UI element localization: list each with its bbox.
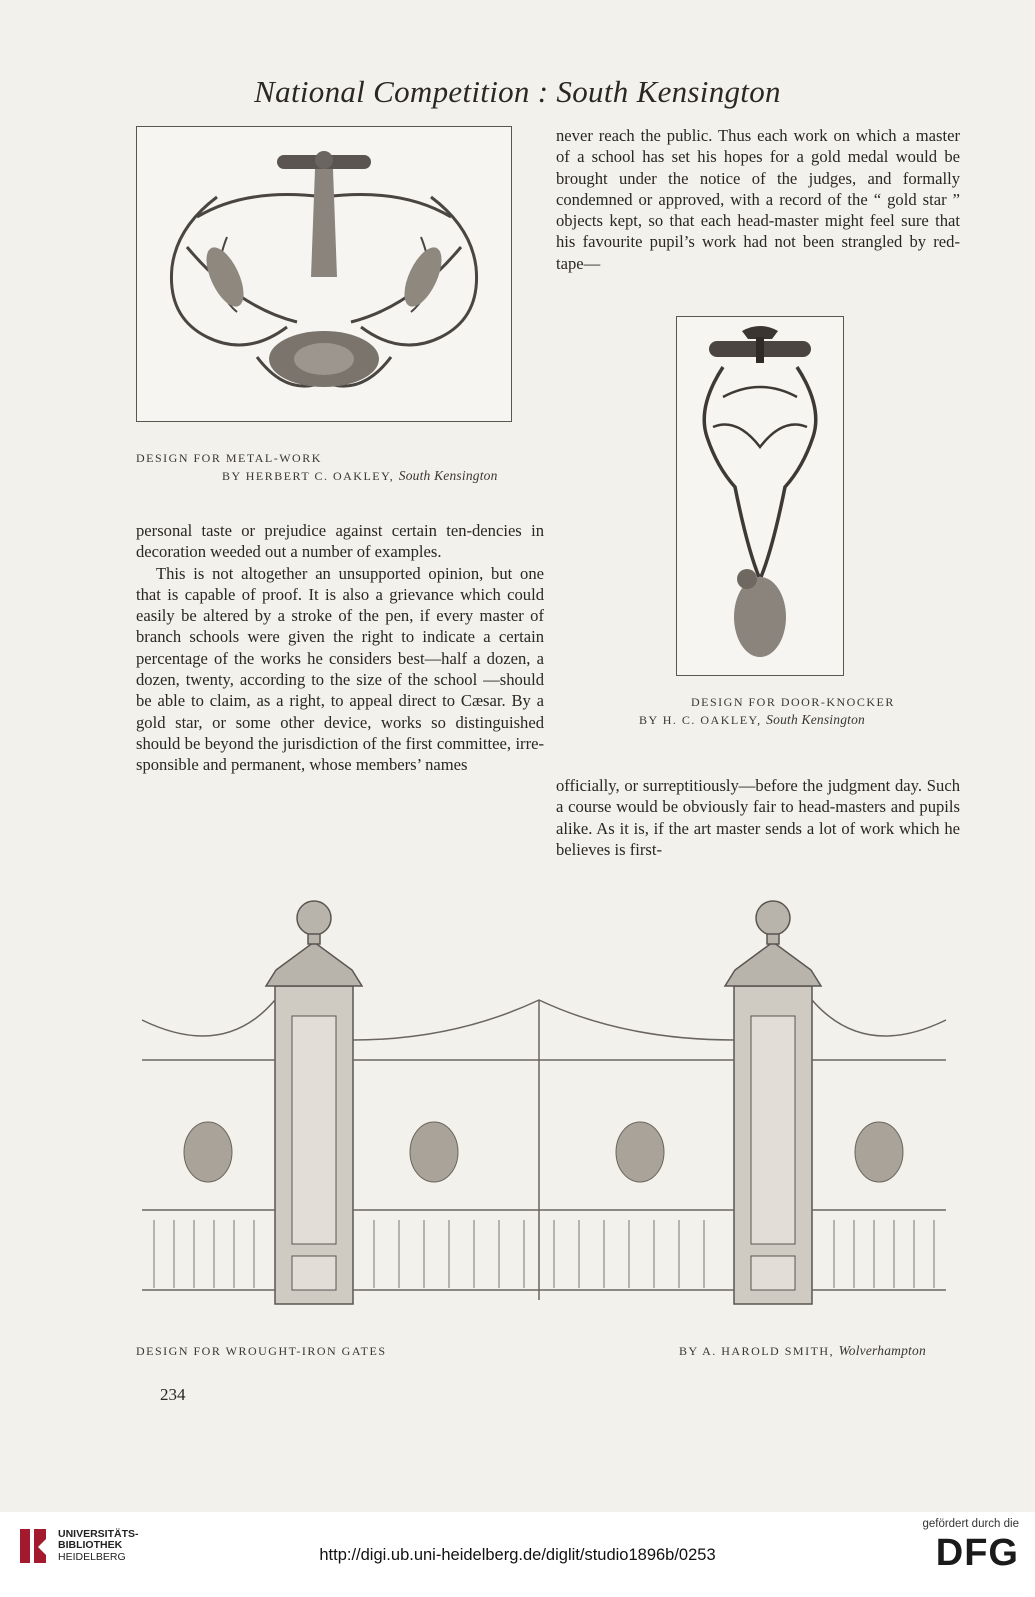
knocker-plate [676,316,844,676]
left-paragraph-2: This is not altogether an unsupported opinion, but one that is capable of proof. It is also a grievance which could easily be altered by a stroke of the pen, if every master of branch schools were given the right to indicate a certain percentage of the works he considers best—half a dozen, a dozen, twenty, according to the size of the school —should be able to claim, as a right, to appeal direct to Cæsar. By a gold star, or some other device, works so distinguished should be beyond the jurisdiction of the first committee, irre-sponsible and permanent, whose members’ names [136,563,544,775]
gates-caption-title: DESIGN FOR WROUGHT-IRON GATES [136,1344,387,1358]
right-bottom-paragraph: officially, or surreptitiously—before the judgment day. Such a course would be obviously fair to head-masters and pupils alike. As it is, if the art master sends a lot of work which he believes is first- [556,776,960,859]
metalwork-caption-author [222,468,498,484]
page-number: 234 [160,1385,186,1404]
library-name-line1: UNIVERSITÄTS- [58,1527,139,1540]
source-url-link[interactable]: http://digi.ub.uni-heidelberg.de/diglit/studio1896b/0253 [319,1546,716,1564]
gates-caption-by: BY A. HAROLD SMITH, [679,1344,835,1358]
metalwork-caption-title: DESIGN FOR METAL-WORK [136,451,322,465]
metalwork-caption-place: South Kensington [398,468,498,483]
library-name-line3: HEIDELBERG [58,1550,126,1563]
knocker-caption-title: DESIGN FOR DOOR-KNOCKER [691,695,895,709]
gates-illustration [134,890,954,1310]
gates-caption-place: Wolverhampton [838,1343,926,1358]
metalwork-illustration [137,127,511,421]
right-column-bottom [556,775,960,860]
gates-caption-author [679,1343,926,1359]
page-title: National Competition : South Kensington [254,74,781,109]
metalwork-caption-by: BY HERBERT C. OAKLEY, [222,469,395,483]
left-column [136,520,544,776]
funding-label: gefördert durch die [922,1518,1019,1530]
metalwork-plate [136,126,512,422]
knocker-illustration [677,317,843,675]
library-name-line2: BIBLIOTHEK [58,1539,123,1552]
right-column-top [556,125,960,274]
knocker-caption-by: BY H. C. OAKLEY, [639,713,762,727]
right-top-paragraph: never reach the public. Thus each work on which a master of a school has set his hopes for a gold medal would be brought under the notice of the judges, and formally condemned or approved, with a record of the “ gold star ” objects kept, so that each head-master might feel sure that his favourite pupil’s work had not been strangled by red-tape— [556,126,960,273]
left-paragraph-1: personal taste or prejudice against certain ten-dencies in decoration weeded out a number of examples. [136,521,544,562]
knocker-caption-author [639,712,865,728]
knocker-caption-place: South Kensington [766,712,865,727]
dfg-logo: DFG [935,1532,1019,1574]
dfg-credit [922,1518,1019,1572]
